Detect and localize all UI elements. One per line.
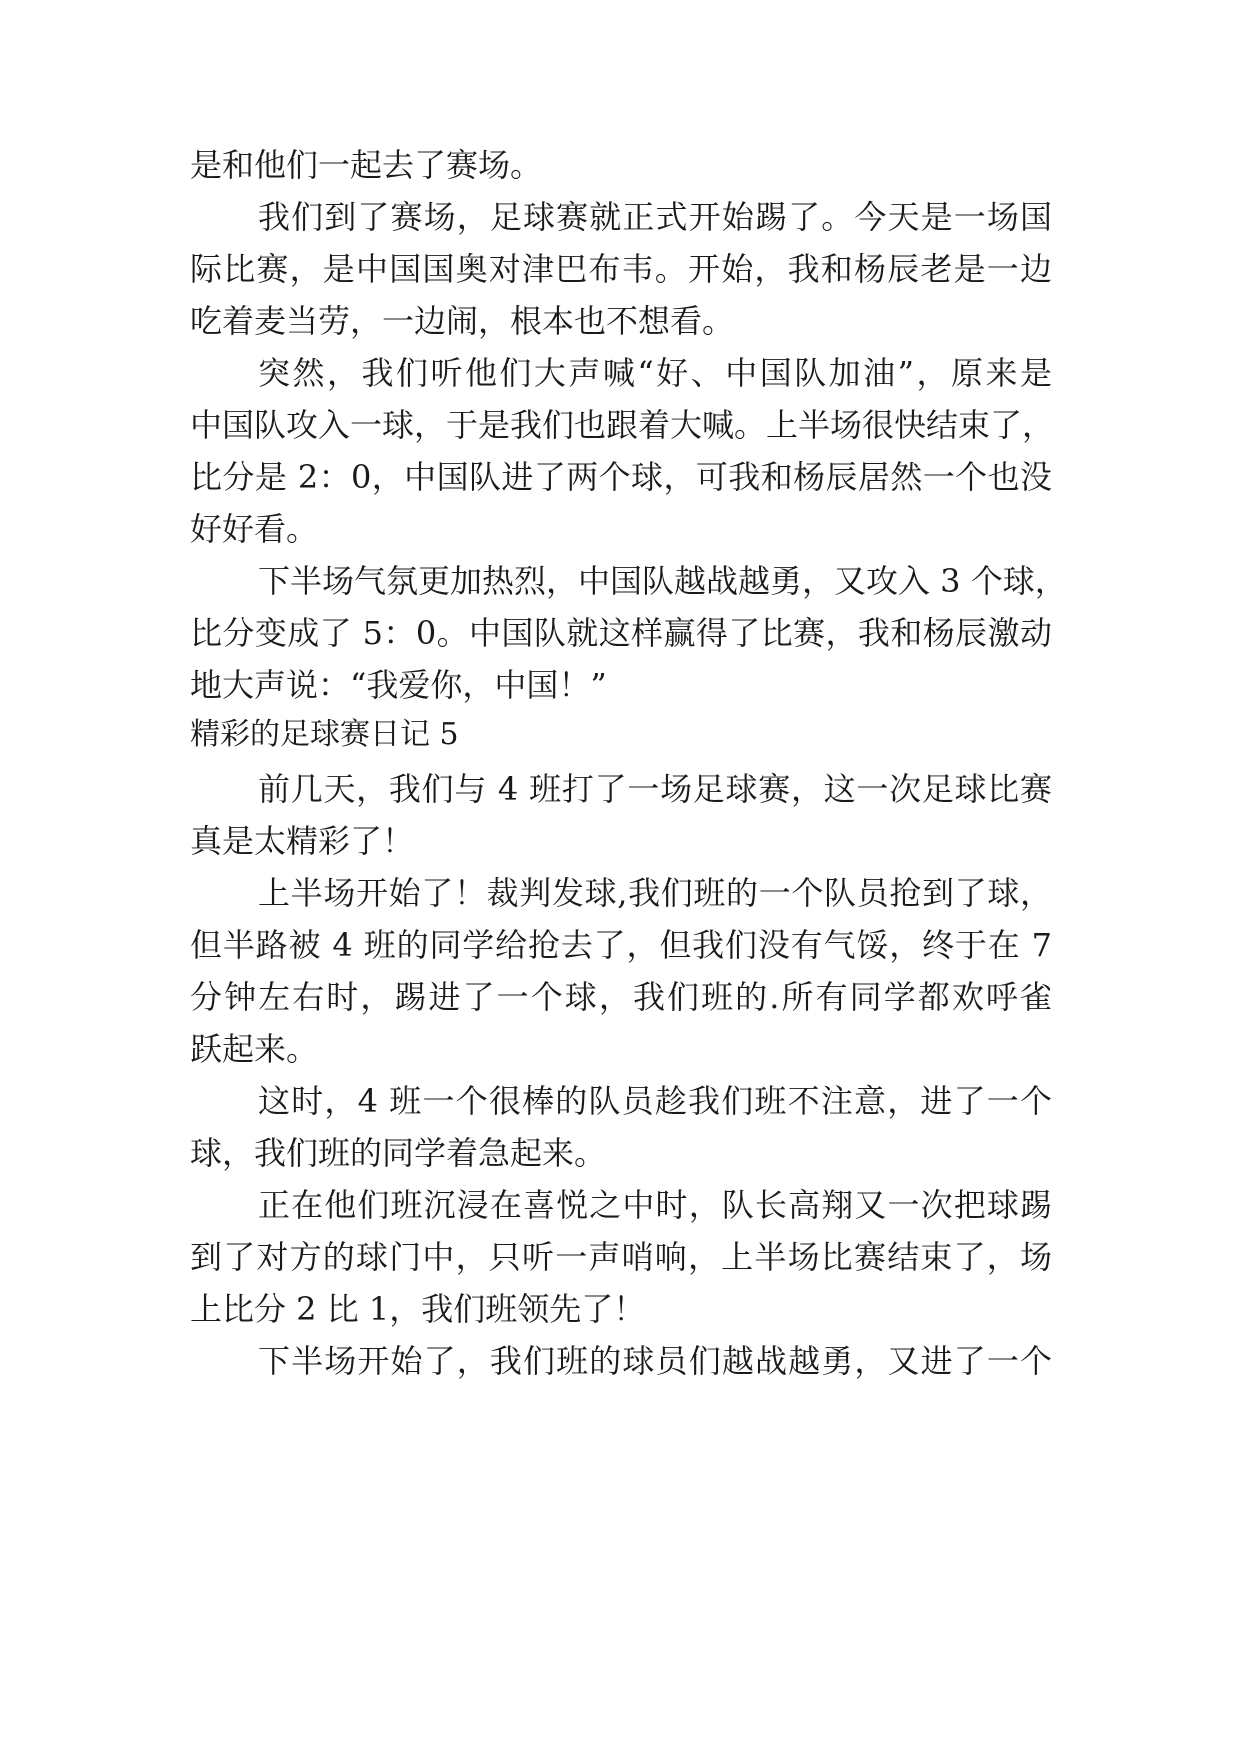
- text-line: 比分变成了 5：0。中国队就这样赢得了比赛，我和杨辰激动: [190, 614, 1052, 652]
- paragraph-start-line: 这时，4 班一个很棒的队员趁我们班不注意，进了一个: [258, 1082, 1052, 1120]
- text-line: 比分是 2：0，中国队进了两个球，可我和杨辰居然一个也没: [190, 458, 1052, 496]
- text-line: 好好看。: [190, 510, 319, 548]
- text-line: 上比分 2 比 1，我们班领先了！: [190, 1290, 646, 1328]
- text-line: 但半路被 4 班的同学给抢去了，但我们没有气馁，终于在 7: [190, 926, 1052, 964]
- paragraph-start-line: 我们到了赛场，足球赛就正式开始踢了。今天是一场国: [258, 198, 1052, 236]
- text-line: 吃着麦当劳，一边闹，根本也不想看。: [190, 302, 735, 340]
- text-line: 分钟左右时，踢进了一个球，我们班的.所有同学都欢呼雀: [190, 978, 1052, 1016]
- text-line: 际比赛，是中国国奥对津巴布韦。开始，我和杨辰老是一边: [190, 250, 1052, 288]
- text-line: 真是太精彩了！: [190, 822, 415, 860]
- paragraph-start-line: 上半场开始了！裁判发球,我们班的一个队员抢到了球，: [258, 874, 1052, 912]
- text-line: 中国队攻入一球，于是我们也跟着大喊。上半场很快结束了，: [190, 406, 1055, 444]
- paragraph-start-line: 突然，我们听他们大声喊“好、中国队加油”，原来是: [258, 354, 1052, 392]
- paragraph-start-line: 前几天，我们与 4 班打了一场足球赛，这一次足球比赛: [258, 770, 1052, 808]
- section-heading: 精彩的足球赛日记 5: [190, 717, 459, 752]
- text-line: 跃起来。: [190, 1030, 319, 1068]
- paragraph-start-line: 下半场气氛更加热烈，中国队越战越勇，又攻入 3 个球，: [258, 562, 1067, 600]
- text-line: 到了对方的球门中，只听一声哨响，上半场比赛结束了，场: [190, 1238, 1052, 1276]
- text-line: 球，我们班的同学着急起来。: [190, 1134, 607, 1172]
- text-line: 地大声说：“我爱你，中国！”: [190, 666, 607, 704]
- paragraph-start-line: 下半场开始了，我们班的球员们越战越勇，又进了一个: [258, 1342, 1052, 1380]
- paragraph-start-line: 正在他们班沉浸在喜悦之中时，队长高翔又一次把球踢: [258, 1186, 1052, 1224]
- text-line: 是和他们一起去了赛场。: [190, 146, 543, 184]
